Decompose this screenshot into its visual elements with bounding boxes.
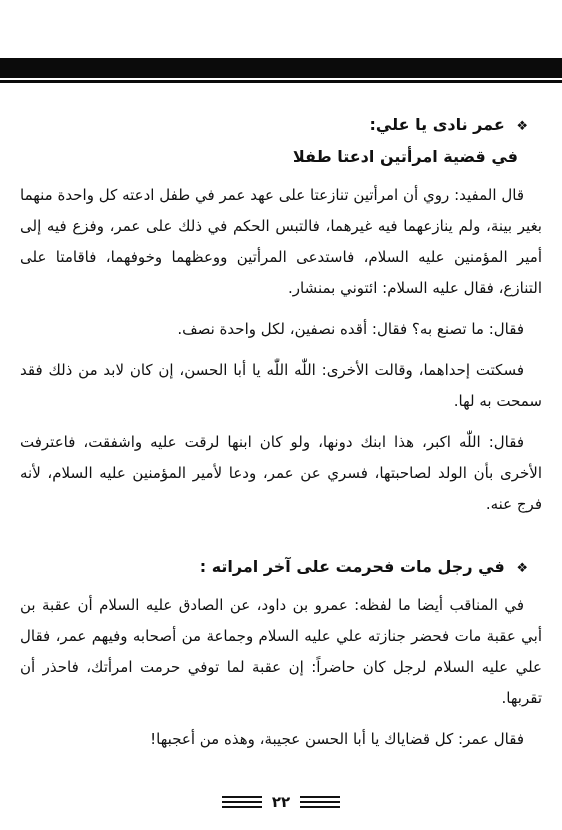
header-band <box>0 58 562 78</box>
section-heading-text: في رجل مات فحرمت على آخر امراته : <box>199 557 505 576</box>
section-heading <box>20 554 542 582</box>
header-rule <box>0 80 562 83</box>
footer-ornament-right <box>300 796 340 808</box>
paragraph: فقال: ما تصنع به؟ فقال: أقده نصفين، لكل واحدة نصف. <box>177 320 524 338</box>
section-heading-text: عمر نادى يا علي: <box>369 115 505 134</box>
paragraph: فقال: اللّٰه اكبر، هذا ابنك دونها، ولو كان ابنها لرقت عليه واشفقت، فاعترفت الأخرى بأن الولد لصاحبتها، فسري عن عمر، ودعا لأمير المؤمنين عليه السلام، لأنه فرج عنه. <box>20 433 542 513</box>
page-footer <box>0 790 562 814</box>
paragraph: فسكتت إحداهما، وقالت الأخرى: اللّٰه اللّٰه يا أبا الحسن، إن كان لابد من ذلك فقد سمحت به لها. <box>20 361 542 410</box>
bullet-icon: ❖ <box>516 119 528 134</box>
paragraph: فقال عمر: كل قضاياك يا أبا الحسن عجيبة، وهذه من أعجبها! <box>150 730 524 748</box>
section-heading <box>20 112 542 140</box>
bullet-icon: ❖ <box>516 561 528 576</box>
page-content <box>20 112 542 765</box>
paragraph: قال المفيد: روي أن امرأتين تنازعتا على عهد عمر في طفل ادعته كل واحدة منهما بغير بينة، ولم ينازعهما فيه غيرهما، فالتبس الحكم في ذلك على عمر، وفزع فيه إلى أمير المؤمنين عليه السلام، فاستدعى المرأتين ووعظهما وخوفهما، فاقامتا على التنازع، فقال عليه السلام: ائتوني بمنشار. <box>20 186 542 297</box>
section-subheading: في قضية امرأتين ادعتا طفلا <box>292 147 518 166</box>
footer-ornament-left <box>222 796 262 808</box>
paragraph: في المناقب أيضا ما لفظه: عمرو بن داود، عن الصادق عليه السلام أن عقبة بن أبي عقبة مات فحضر جنازته علي عليه السلام وجماعة من أصحابه وفيهم عمر، فقال علي عليه السلام لرجل كان حاضراً: إن عقبة لما توفي حرمت امرأتك، فاحذر أن تقربها. <box>20 596 542 707</box>
page-number: ٢٢ <box>271 793 291 811</box>
